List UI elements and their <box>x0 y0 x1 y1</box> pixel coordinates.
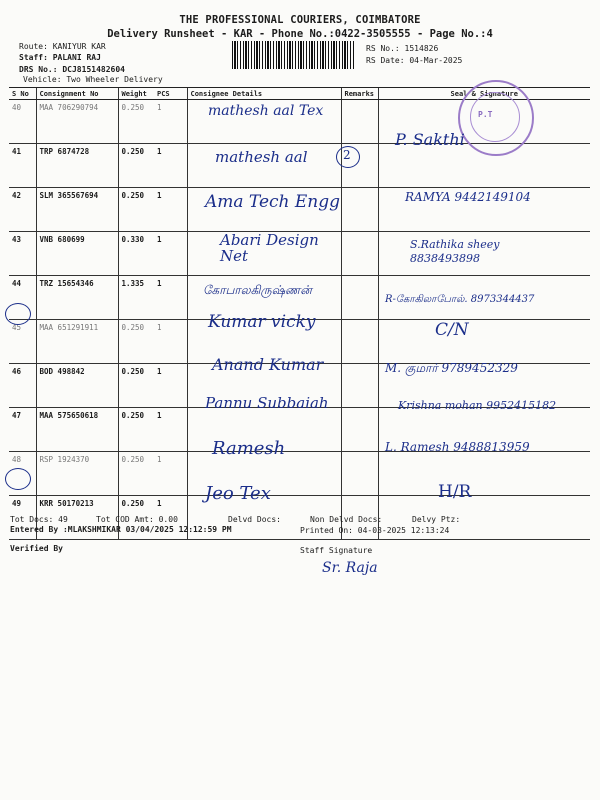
staff-label: Staff: <box>19 53 48 62</box>
cell-consignment: VNB 680699 <box>36 232 118 276</box>
cell-pcs: 1 <box>154 276 187 320</box>
non-delvd-docs: Non Delvd Docs: <box>310 515 383 524</box>
delvd-docs: Delvd Docs: <box>228 515 281 524</box>
verified-by: Verified By <box>10 544 63 553</box>
cell-weight: 0.250 <box>118 408 154 452</box>
handwritten-signature: Krishna mohan 9952415182 <box>398 399 557 412</box>
handwritten-consignee: Pannu Subbaiah <box>205 394 329 412</box>
col-consignee: Consignee Details <box>187 88 341 100</box>
cell-consignment: TRP 6874728 <box>36 144 118 188</box>
handwritten-signature: H/R <box>438 482 472 502</box>
cell-remarks <box>341 276 378 320</box>
col-pcs: PCS <box>154 88 187 100</box>
cell-remarks <box>341 452 378 496</box>
vehicle-label: Vehicle: <box>23 75 62 84</box>
handwritten-consignee: Abari Design Net <box>220 231 319 265</box>
sno-circle <box>5 303 31 325</box>
route-value: KANIYUR KAR <box>52 42 106 51</box>
handwritten-signature: L. Ramesh 9488813959 <box>385 440 530 454</box>
cell-weight: 0.250 <box>118 144 154 188</box>
cell-sno: 45 <box>9 320 36 364</box>
handwritten-signature: R-கோகிலாபோல். 8973344437 <box>385 294 535 305</box>
cell-weight: 0.250 <box>118 188 154 232</box>
handwritten-signature: RAMYA 9442149104 <box>405 190 531 204</box>
cell-pcs: 1 <box>154 232 187 276</box>
cell-seal <box>378 320 590 364</box>
handwritten-consignee: கோபாலகிருஷ்ணன் <box>203 283 312 297</box>
cell-consignment: SLM 365567694 <box>36 188 118 232</box>
table-row <box>9 452 590 496</box>
drs-label: DRS No.: <box>19 65 58 74</box>
staff-value: PALANI RAJ <box>52 53 101 62</box>
cell-sno: 40 <box>9 100 36 144</box>
cell-pcs: 1 <box>154 188 187 232</box>
handwritten-remark: 2 <box>343 148 351 162</box>
cell-pcs: 1 <box>154 100 187 144</box>
staff-line <box>19 53 101 62</box>
handwritten-consignee: Kumar vicky <box>208 312 316 332</box>
cell-pcs: 1 <box>154 364 187 408</box>
handwritten-signature: S.Rathika sheey 8838493898 <box>410 238 500 265</box>
tot-docs: Tot Docs: 49 <box>10 515 68 524</box>
cell-weight: 0.330 <box>118 232 154 276</box>
cell-remarks <box>341 408 378 452</box>
barcode <box>232 41 354 69</box>
entered-by: Entered By :MLAKSHMIKAR 03/04/2025 12:12:59 PM <box>10 525 232 534</box>
company-title: THE PROFESSIONAL COURIERS, COIMBATORE <box>179 14 421 26</box>
cell-sno: 42 <box>9 188 36 232</box>
handwritten-signature: M. குமார் 9789452329 <box>385 361 518 375</box>
cell-consignment: TRZ 15654346 <box>36 276 118 320</box>
courier-stamp <box>458 80 534 156</box>
cell-remarks <box>341 188 378 232</box>
delvy-ptz: Delvy Ptz: <box>412 515 461 524</box>
handwritten-consignee: mathesh aal Tex <box>208 103 324 119</box>
cell-sno: 47 <box>9 408 36 452</box>
cell-remarks <box>341 364 378 408</box>
cell-sno: 49 <box>9 496 36 540</box>
cell-sno: 43 <box>9 232 36 276</box>
cell-remarks <box>341 320 378 364</box>
cell-consignment: MAA 575650618 <box>36 408 118 452</box>
cell-consignment: RSP 1924370 <box>36 452 118 496</box>
cell-sno: 44 <box>9 276 36 320</box>
cell-sno: 48 <box>9 452 36 496</box>
cell-consignment: BOD 498842 <box>36 364 118 408</box>
cell-pcs: 1 <box>154 320 187 364</box>
cell-consignment: MAA 706290794 <box>36 100 118 144</box>
col-sno: S No <box>9 88 36 100</box>
rs-date-value: 04-Mar-2025 <box>409 56 463 65</box>
handwritten-consignee: Ama Tech Engg <box>205 192 341 212</box>
staff-signature-label: Staff Signature <box>300 546 373 555</box>
vehicle-line <box>23 75 163 84</box>
runsheet-subtitle: Delivery Runsheet - KAR - Phone No.:0422-3505555 - Page No.:4 <box>107 28 493 40</box>
handwritten-consignee: Anand Kumar <box>212 355 324 374</box>
cell-sno: 41 <box>9 144 36 188</box>
tot-cod: Tot COD Amt: 0.00 <box>96 515 178 524</box>
cell-remarks <box>341 232 378 276</box>
handwritten-signature: P. Sakthi <box>395 130 465 149</box>
stamp-text: P.T <box>478 110 493 119</box>
col-remarks: Remarks <box>341 88 378 100</box>
cell-weight: 0.250 <box>118 452 154 496</box>
rs-no-label: RS No.: <box>366 44 400 53</box>
rs-no-line <box>366 44 438 53</box>
handwritten-consignee: Ramesh <box>212 438 286 459</box>
route-line <box>19 42 106 51</box>
rs-no-value: 1514826 <box>404 44 439 53</box>
staff-signature-hand: Sr. Raja <box>322 560 378 576</box>
handwritten-consignee: Jeo Tex <box>205 483 271 504</box>
sno-circle <box>5 468 31 490</box>
cell-weight: 1.335 <box>118 276 154 320</box>
drs-line <box>19 65 125 74</box>
rs-date-line <box>366 56 462 65</box>
vehicle-value: Two Wheeler Delivery <box>66 75 163 84</box>
cell-consignment: MAA 651291911 <box>36 320 118 364</box>
cell-weight: 0.250 <box>118 364 154 408</box>
col-weight: Weight <box>118 88 154 100</box>
cell-remarks <box>341 100 378 144</box>
cell-seal <box>378 452 590 496</box>
handwritten-signature: C/N <box>435 320 469 340</box>
handwritten-consignee: mathesh aal <box>215 148 308 166</box>
col-consignment: Consignment No <box>36 88 118 100</box>
cell-pcs: 1 <box>154 452 187 496</box>
drs-value: DCJ8151482604 <box>62 65 125 74</box>
cell-weight: 0.250 <box>118 320 154 364</box>
cell-weight: 0.250 <box>118 496 154 540</box>
cell-pcs: 1 <box>154 144 187 188</box>
col-seal: Seal & Signature <box>378 88 590 100</box>
cell-consignment: KRR 50170213 <box>36 496 118 540</box>
printed-on: Printed On: 04-03-2025 12:13:24 <box>300 526 450 535</box>
rs-date-label: RS Date: <box>366 56 405 65</box>
cell-sno: 46 <box>9 364 36 408</box>
route-label: Route: <box>19 42 48 51</box>
cell-pcs: 1 <box>154 408 187 452</box>
cell-pcs: 1 <box>154 496 187 540</box>
cell-weight: 0.250 <box>118 100 154 144</box>
